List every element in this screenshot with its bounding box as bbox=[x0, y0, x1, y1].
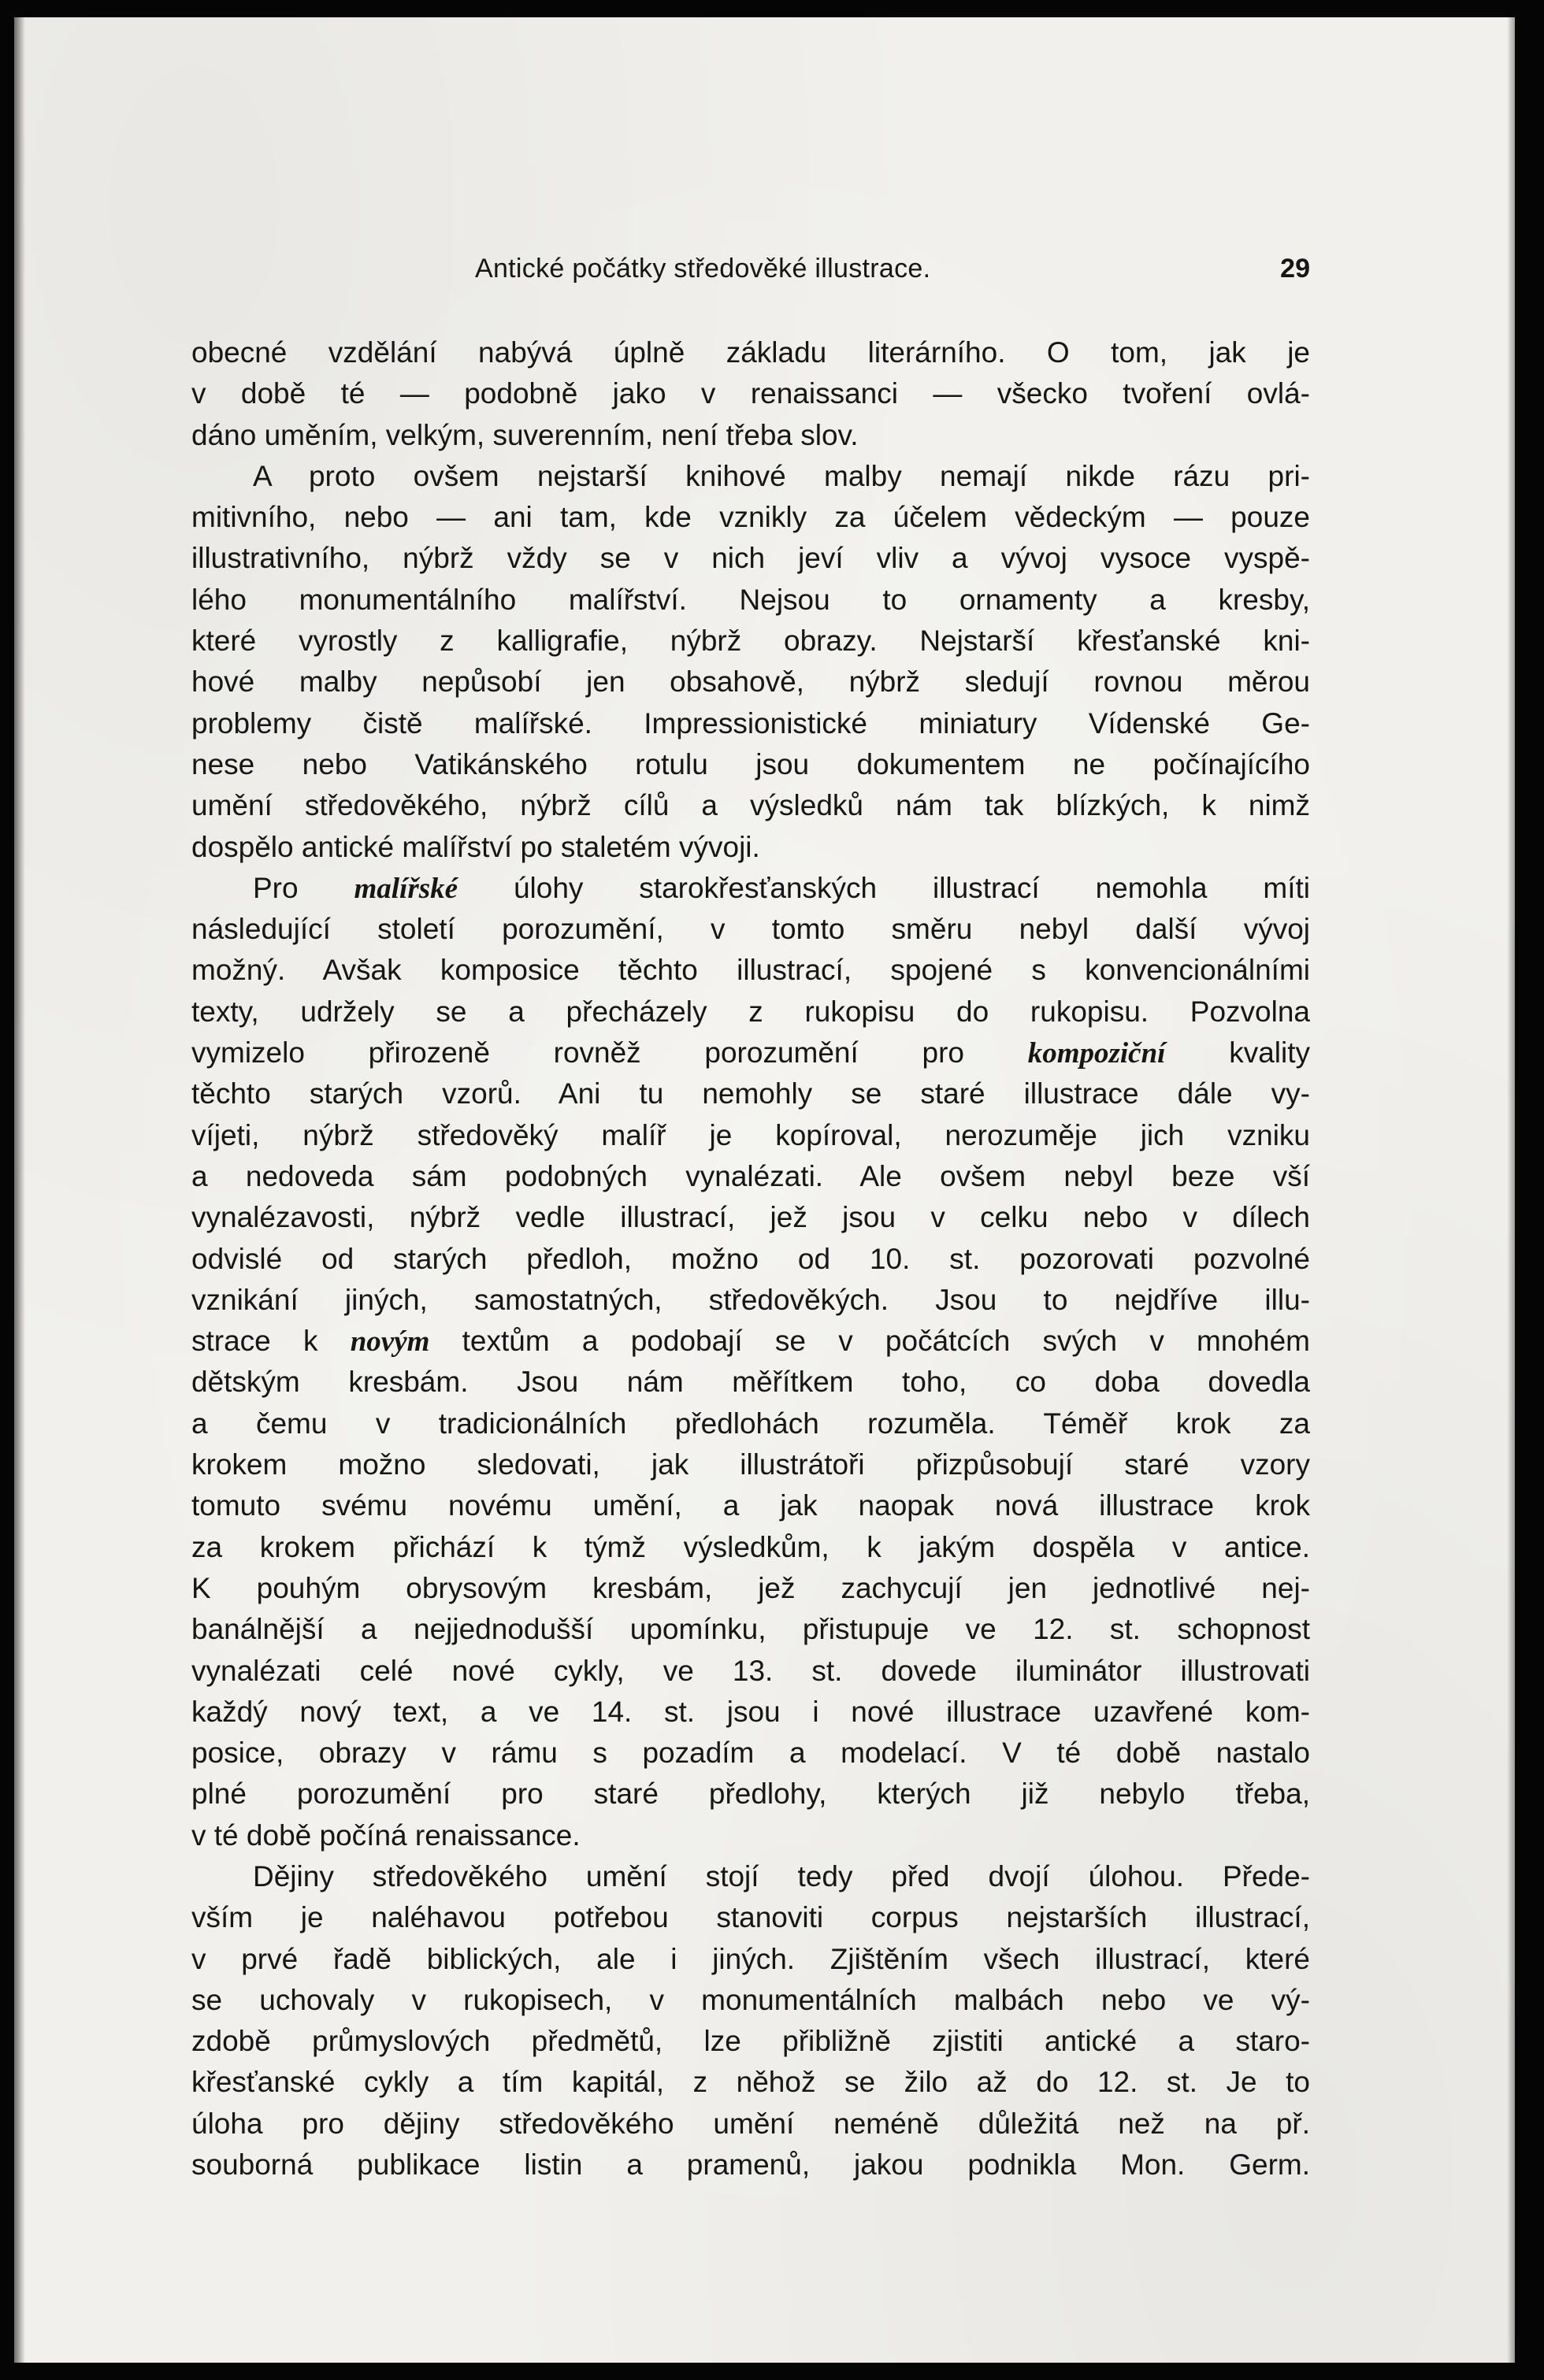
page-number: 29 bbox=[1280, 254, 1310, 284]
text-line: posice, obrazy v rámu s pozadím a modelací. V té době nastalo bbox=[191, 1737, 1310, 1770]
text-line: možný. Avšak komposice těchto illustrací, spojené s konvencionálními bbox=[191, 954, 1310, 987]
text-line: v prvé řadě biblických, ale i jiných. Zjištěním všech illustrací, které bbox=[191, 1942, 1310, 1975]
text-line: nese nebo Vatikánského rotulu jsou dokumentem ne počínajícího bbox=[191, 747, 1310, 780]
text-line: vším je naléhavou potřebou stanoviti corpus nejstarších illustrací, bbox=[191, 1901, 1310, 1934]
emphasis-word: malířské bbox=[354, 872, 458, 905]
text-line: plné porozumění pro staré předlohy, kterých již nebylo třeba, bbox=[191, 1778, 1310, 1811]
emphasis-word: novým bbox=[350, 1325, 430, 1359]
text-line: dětským kresbám. Jsou nám měřítkem toho, co doba dovedla bbox=[191, 1366, 1310, 1399]
text-line: A proto ovšem nejstarší knihové malby nemají nikde rázu pri- bbox=[253, 459, 1310, 492]
text-line: těchto starých vzorů. Ani tu nemohly se staré illustrace dále vy- bbox=[191, 1077, 1310, 1110]
text-line: vynalézavosti, nýbrž vedle illustrací, jež jsou v celku nebo v dílech bbox=[191, 1201, 1310, 1234]
text-line: vymizelo přirozeně rovněž porozumění pro kompoziční kvality bbox=[191, 1036, 1310, 1070]
text-line: strace k novým textům a podobají se v počátcích svých v mnohém bbox=[191, 1325, 1310, 1359]
emphasis-word: kompoziční bbox=[1027, 1037, 1166, 1070]
book-page bbox=[14, 17, 1515, 2363]
text-line: následující století porozumění, v tomto směru nebyl další vývoj bbox=[191, 913, 1310, 946]
text-line: texty, udržely se a přecházely z rukopisu do rukopisu. Pozvolna bbox=[191, 995, 1310, 1028]
text-line: za krokem přichází k týmž výsledkům, k jakým dospěla v antice. bbox=[191, 1530, 1310, 1563]
text-line: v té době počíná renaissance. bbox=[191, 1818, 581, 1852]
text-line: vznikání jiných, samostatných, středověkých. Jsou to nejdříve illu- bbox=[191, 1283, 1310, 1316]
text-line: souborná publikace listin a pramenů, jakou podnikla Mon. Germ. bbox=[191, 2148, 1310, 2182]
text-line: zdobě průmyslových předmětů, lze přibližně zjistiti antické a staro- bbox=[191, 2025, 1310, 2058]
text-line: dáno uměním, velkým, suverenním, není třeba slov. bbox=[191, 418, 859, 451]
text-line: a čemu v tradicionálních předlohách rozuměla. Téměř krok za bbox=[191, 1407, 1310, 1440]
text-line: dospělo antické malířství po staletém vývoji. bbox=[191, 830, 760, 863]
text-line: křesťanské cykly a tím kapitál, z něhož se žilo až do 12. st. Je to bbox=[191, 2066, 1310, 2099]
text-line: a nedoveda sám podobných vynalézati. Ale ovšem nebyl beze vší bbox=[191, 1159, 1310, 1192]
text-line: tomuto svému novému umění, a jak naopak nová illustrace krok bbox=[191, 1489, 1310, 1522]
text-line: obecné vzdělání nabývá úplně základu literárního. O tom, jak je bbox=[191, 336, 1310, 369]
text-line: mitivního, nebo — ani tam, kde vznikly za účelem vědeckým — pouze bbox=[191, 501, 1310, 534]
text-line: krokem možno sledovati, jak illustrátoři přizpůsobují staré vzory bbox=[191, 1448, 1310, 1481]
text-line: illustrativního, nýbrž vždy se v nich jeví vliv a vývoj vysoce vyspě- bbox=[191, 542, 1310, 575]
body-text bbox=[191, 332, 1310, 2185]
text-line: Dějiny středověkého umění stojí tedy před dvojí úlohou. Přede- bbox=[253, 1859, 1310, 1893]
text-line: vynalézati celé nové cykly, ve 13. st. dovede iluminátor illustrovati bbox=[191, 1654, 1310, 1687]
running-head bbox=[191, 254, 1310, 301]
text-line: hové malby nepůsobí jen obsahově, nýbrž sledují rovnou měrou bbox=[191, 665, 1310, 699]
text-line: v době té — podobně jako v renaissanci — všecko tvoření ovlá- bbox=[191, 377, 1310, 410]
text-line: umění středověkého, nýbrž cílů a výsledků nám tak blízkých, k nimž bbox=[191, 789, 1310, 822]
text-line: banálnější a nejjednodušší upomínku, přistupuje ve 12. st. schopnost bbox=[191, 1613, 1310, 1646]
running-title: Antické počátky středověké illustrace. bbox=[475, 254, 931, 284]
text-line: Pro malířské úlohy starokřesťanských illustrací nemohla míti bbox=[253, 871, 1311, 905]
text-line: úloha pro dějiny středověkého umění neméně důležitá než na př. bbox=[191, 2107, 1310, 2140]
text-line: K pouhým obrysovým kresbám, jež zachycují jen jednotlivé nej- bbox=[191, 1571, 1310, 1604]
text-line: víjeti, nýbrž středověký malíř je kopíroval, nerozuměje jich vzniku bbox=[191, 1118, 1310, 1151]
text-line: které vyrostly z kalligrafie, nýbrž obrazy. Nejstarší křesťanské kni- bbox=[191, 625, 1310, 658]
text-line: se uchovaly v rukopisech, v monumentálních malbách nebo ve vý- bbox=[191, 1983, 1310, 2016]
text-line: odvislé od starých předloh, možno od 10. st. pozorovati pozvolné bbox=[191, 1242, 1310, 1275]
text-line: problemy čistě malířské. Impressionistické miniatury Vídenské Ge- bbox=[191, 706, 1310, 740]
text-line: každý nový text, a ve 14. st. jsou i nové illustrace uzavřené kom- bbox=[191, 1695, 1310, 1728]
text-line: lého monumentálního malířství. Nejsou to ornamenty a kresby, bbox=[191, 583, 1310, 616]
